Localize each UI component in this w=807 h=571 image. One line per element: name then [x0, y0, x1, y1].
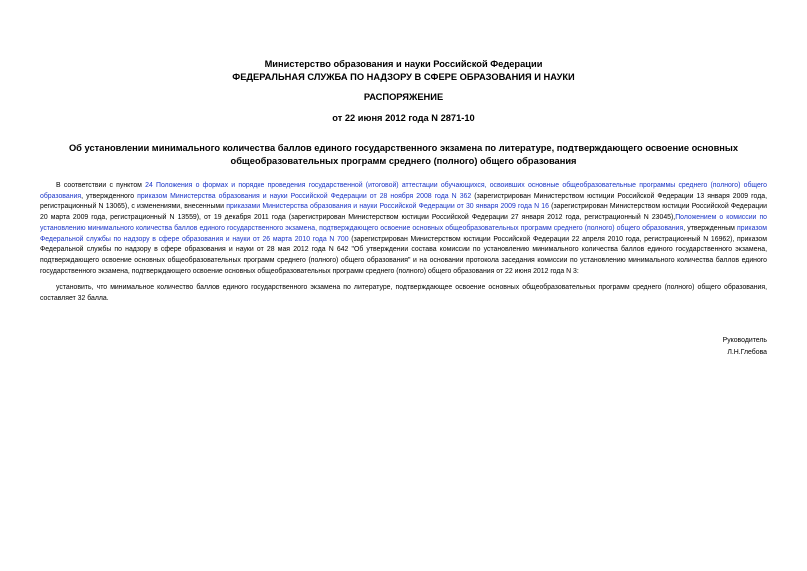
link-order-362[interactable]: приказом Министерства образования и науки Российской Федерации от 28 ноября 2008 года N 362 — [137, 192, 472, 200]
link-orders-16[interactable]: приказами Министерства образования и науки Российской Федерации от 30 января 2009 года N 16 — [226, 203, 549, 211]
link-order-700[interactable]: приказом Федеральной службы по надзору в сфере образования и науки от 26 марта 2010 года N 700 — [40, 224, 767, 243]
text-segment: (зарегистрирован Министерством юстиции Российской Федерации 20 марта 2009 года, регистрационный N 13559), от 19 декабря 2011 года (зарегистрирован Министерством юстиции Российской Федерации 27 января 2012 года, регистрационный N 23045), — [40, 203, 767, 222]
order-type: РАСПОРЯЖЕНИЕ — [363, 92, 444, 102]
paragraph-basis — [40, 181, 767, 277]
paragraph-decision — [40, 283, 767, 304]
text-segment: В соответствии с пунктом — [56, 182, 146, 189]
signer-name: Л.Н.Глебова — [727, 349, 767, 356]
decision-text: установить, что минимальное количество баллов единого государственного экзамена по литературе, подтверждающее освоение основных общеобразовательных программ среднего (полного) общего образования, составляет 32 балла. — [40, 284, 767, 302]
ministry-name: Министерство образования и науки Российской Федерации — [264, 59, 543, 69]
link-commission-regulation[interactable]: Положением о комиссии по установлению минимального количества баллов единого государственного экзамена, подтверждающего освоение основных общеобразовательных программ среднего (полного) общего образования — [40, 214, 768, 232]
document-title: Об установлении минимального количества баллов единого государственного экзамена по литературе, подтверждающего освоение основных общеобразовательных программ среднего (полного) общего образования — [68, 143, 739, 166]
signature-block — [723, 335, 767, 359]
document-header — [0, 58, 807, 83]
service-name: ФЕДЕРАЛЬНАЯ СЛУЖБА ПО НАДЗОРУ В СФЕРЕ ОБРАЗОВАНИЯ И НАУКИ — [232, 71, 575, 82]
link-regulation-point-24[interactable]: 24 Положения о формах и порядке проведения государственной (итоговой) аттестации обучающихся, освоивших основные общеобразовательные программы среднего (полного) общего образования — [40, 182, 768, 200]
signer-position: Руководитель — [722, 337, 767, 344]
text-segment: (зарегистрирован Министерством юстиции Российской Федерации 13 января 2009 года, регистрационный N 13065), с изменениями, внесенными — [40, 192, 767, 211]
text-segment: , утвержденного — [81, 192, 138, 200]
order-date-number: от 22 июня 2012 года N 2871-10 — [332, 113, 475, 123]
text-segment: , утвержденным — [683, 224, 737, 232]
text-segment: (зарегистрирован Министерством юстиции Российской Федерации 22 апреля 2010 года, регистрационный N 16962), приказом Федеральной службы по надзору в сфере образования и науки от 28 мая 2012 года N 642 "Об утверждении состава комиссии по установлению минимального количества баллов единого государственного экзамена, подтверждающего освоение основных общеобразовательных программ среднего (полного) общего образования" и на основании протокола заседания комиссии по установлению минимального количества баллов единого государственного экзамена, подтверждающего освоение основных общеобразовательных программ среднего (полного) общего образования от 22 июня 2012 года N 3: — [40, 235, 767, 275]
